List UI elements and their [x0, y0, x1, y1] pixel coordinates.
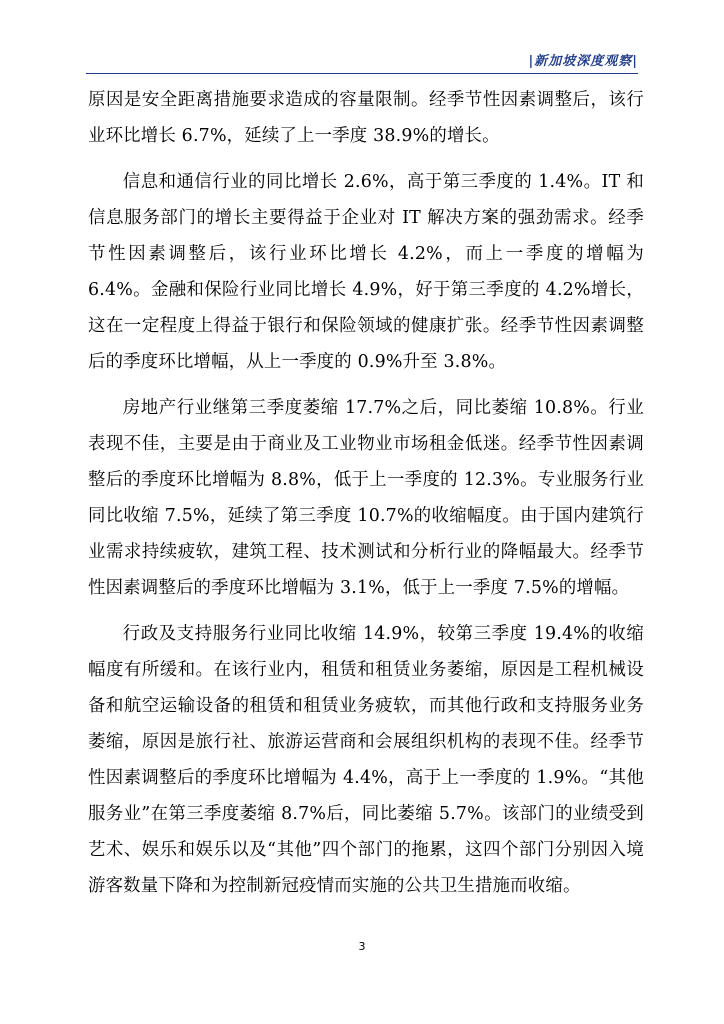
page-number: 3	[358, 940, 366, 953]
paragraph-admin-other-services: 行政及支持服务行业同比收缩 14.9%，较第三季度 19.4%的收缩幅度有所缓和。在该行业内，租赁和租赁业务萎缩，原因是工程机械设备和航空运输设备的租赁和租赁业务疲软，而其他行政和支持服务业务萎缩，原因是旅行社、旅游运营商和会展组织机构的表现不佳。经季节性因素调整后的季度环比增幅为 4.4%，高于上一季度的 1.9%。“其他服务业”在第三季度萎缩 8.7%后，同比萎缩 5.7%。该部门的业绩受到艺术、娱乐和娱乐以及“其他”四个部门的拖累，这四个部门分别因入境游客数量下降和为控制新冠疫情而实施的公共卫生措施而收缩。	[88, 624, 644, 896]
body-text	[88, 82, 644, 914]
paragraph-ict-finance: 信息和通信行业的同比增长 2.6%，高于第三季度的 1.4%。IT 和信息服务部门的增长主要得益于企业对 IT 解决方案的强劲需求。经季节性因素调整后，该行业环比增长 4.2%，而上一季度的增幅为 6.4%。金融和保险行业同比增长 4.9%，好于第三季度的 4.2%增长，这在一定程度上得益于银行和保险领域的健康扩张。经季节性因素调整后的季度环比增幅，从上一季度的 0.9%升至 3.8%。	[88, 172, 644, 372]
header-divider	[86, 73, 638, 74]
paragraph-continuation: 原因是安全距离措施要求造成的容量限制。经季节性因素调整后，该行业环比增长 6.7%，延续了上一季度 38.9%的增长。	[88, 90, 644, 146]
paragraph-real-estate-professional: 房地产行业继第三季度萎缩 17.7%之后，同比萎缩 10.8%。行业表现不佳，主要是由于商业及工业物业市场租金低迷。经季节性因素调整后的季度环比增幅为 8.8%，低于上一季度的 12.3%。专业服务行业同比收缩 7.5%，延续了第三季度 10.7%的收缩幅度。由于国内建筑行业需求持续疲软，建筑工程、技术测试和分析行业的降幅最大。经季节性因素调整后的季度环比增幅为 3.1%，低于上一季度 7.5%的增幅。	[88, 398, 644, 598]
header-title: |新加坡深度观察|	[528, 54, 638, 69]
